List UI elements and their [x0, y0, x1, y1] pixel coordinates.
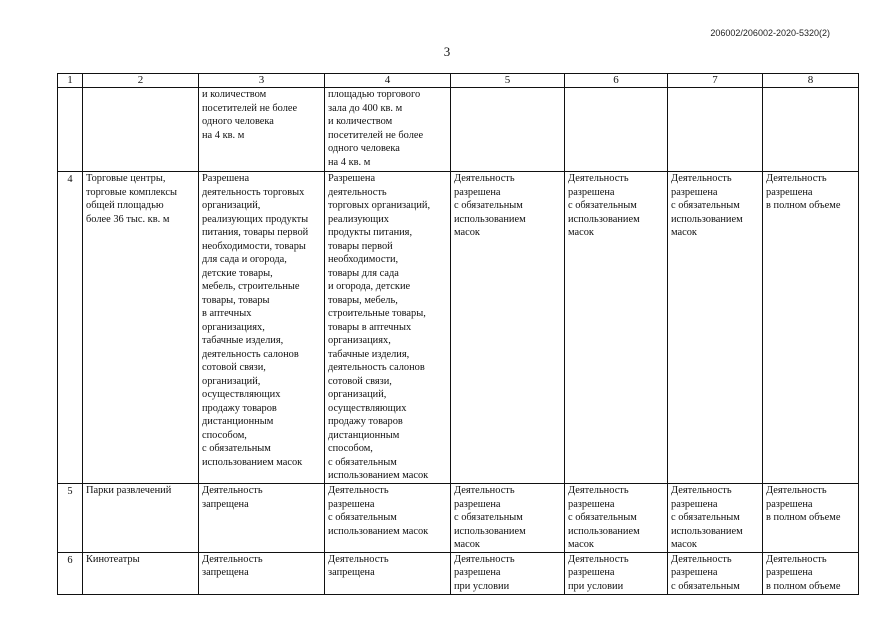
table-cell: Деятельность разрешена с обязательным использованием масок — [325, 484, 451, 553]
table-row — [58, 88, 859, 172]
column-header: 5 — [451, 74, 565, 88]
table-cell: и количеством посетителей не более одного человека на 4 кв. м — [199, 88, 325, 172]
row-number: 5 — [58, 484, 83, 553]
facility-name: Парки развлечений — [83, 484, 199, 553]
column-header: 1 — [58, 74, 83, 88]
table-cell: Деятельность разрешена в полном объеме — [763, 552, 859, 594]
table-cell: Деятельность разрешена при условии — [565, 552, 668, 594]
table-row — [58, 552, 859, 594]
table-cell: Деятельность разрешена с обязательным использованием масок — [451, 484, 565, 553]
table-cell: Разрешена деятельность торговых организаций, реализующих продукты питания, товары первой необходимости, товары для сада и огорода, детские товары, мебель, строительные товары, товары в аптечных организациях, табачные изделия, деятельность салонов сотовой связи, организаций, осуществляющих продажу товаров дистанционным способом, с обязательным использованием масок — [199, 172, 325, 484]
facility-name — [83, 88, 199, 172]
table-cell: Деятельность разрешена в полном объеме — [763, 172, 859, 484]
table-row — [58, 172, 859, 484]
facility-name: Кинотеатры — [83, 552, 199, 594]
table-row — [58, 484, 859, 553]
table-cell: Деятельность разрешена с обязательным использованием масок — [668, 172, 763, 484]
table-cell: Деятельность разрешена с обязательным использованием масок — [451, 172, 565, 484]
table-cell: Деятельность разрешена с обязательным использованием масок — [668, 484, 763, 553]
table-cell: Деятельность разрешена в полном объеме — [763, 484, 859, 553]
table-cell: Деятельность запрещена — [199, 484, 325, 553]
table-cell: Деятельность разрешена с обязательным использованием масок — [565, 172, 668, 484]
row-number: 6 — [58, 552, 83, 594]
table-cell: Деятельность разрешена с обязательным — [668, 552, 763, 594]
facility-name: Торговые центры, торговые комплексы общей площадью более 36 тыс. кв. м — [83, 172, 199, 484]
column-header: 3 — [199, 74, 325, 88]
table-cell — [565, 88, 668, 172]
column-header: 7 — [668, 74, 763, 88]
row-number — [58, 88, 83, 172]
column-header: 4 — [325, 74, 451, 88]
table-cell — [763, 88, 859, 172]
regulation-table — [57, 73, 859, 595]
document-id: 206002/206002-2020-5320(2) — [710, 28, 830, 38]
column-header: 2 — [83, 74, 199, 88]
table-cell: площадью торгового зала до 400 кв. м и количеством посетителей не более одного человека на 4 кв. м — [325, 88, 451, 172]
column-header: 6 — [565, 74, 668, 88]
table-cell: Деятельность запрещена — [199, 552, 325, 594]
column-header: 8 — [763, 74, 859, 88]
table-cell: Деятельность запрещена — [325, 552, 451, 594]
table-cell: Деятельность разрешена с обязательным использованием масок — [565, 484, 668, 553]
table-cell — [451, 88, 565, 172]
row-number: 4 — [58, 172, 83, 484]
table-cell: Разрешена деятельность торговых организаций, реализующих продукты питания, товары первой необходимости, товары для сада и огорода, детские товары, мебель, строительные товары, товары в аптечных организациях, табачные изделия, деятельность салонов сотовой связи, организаций, осуществляющих продажу товаров дистанционным способом, с обязательным использованием масок — [325, 172, 451, 484]
page-number: 3 — [443, 44, 451, 59]
header-row — [58, 74, 859, 88]
table-cell: Деятельность разрешена при условии — [451, 552, 565, 594]
table-cell — [668, 88, 763, 172]
